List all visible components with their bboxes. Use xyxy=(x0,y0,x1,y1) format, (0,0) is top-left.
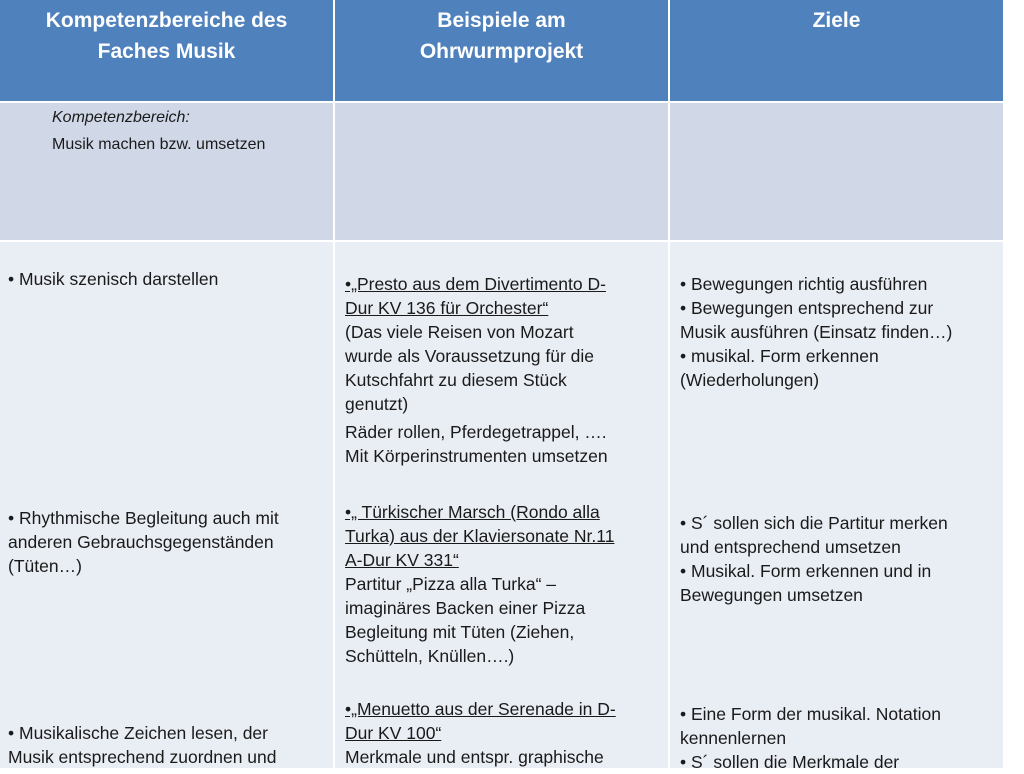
row1-example-extra-line: Räder rollen, Pferdegetrappel, …. xyxy=(345,422,607,442)
row2-example-text-line: imaginäres Backen einer Pizza xyxy=(345,598,586,618)
section-band-examples xyxy=(335,103,668,240)
section-label: Kompetenzbereich: xyxy=(52,109,190,126)
row1-example-text-line: Kutschfahrt zu diesem Stück xyxy=(345,370,567,390)
header-col-goals-line1: Ziele xyxy=(812,9,861,32)
row2-example-title-line: Turka) aus der Klaviersonate Nr.11 xyxy=(345,526,615,546)
row3-competence-line: Musik entsprechend zuordnen und xyxy=(8,747,277,767)
row2-goals xyxy=(680,511,1000,607)
row3-example-text-line: Merkmale und entspr. graphische xyxy=(345,747,604,767)
row3-competence xyxy=(8,721,330,769)
section-band-competence xyxy=(0,103,333,240)
row2-example xyxy=(345,500,665,668)
row1-example-title-line: Dur KV 136 für Orchester“ xyxy=(345,298,549,318)
row2-example-text-line: Schütteln, Knüllen….) xyxy=(345,646,515,666)
row2-goal-line: • S´ sollen sich die Partitur merken xyxy=(680,513,948,533)
row2-goal-line: Bewegungen umsetzen xyxy=(680,585,863,605)
row2-goal-line: und entsprechend umsetzen xyxy=(680,537,901,557)
header-col-competence xyxy=(0,0,333,101)
row1-goal-line: (Wiederholungen) xyxy=(680,370,820,390)
row1-goal-line: • Bewegungen entsprechend zur xyxy=(680,298,934,318)
row1-example-text-line: wurde als Voraussetzung für die xyxy=(345,346,595,366)
row1-example xyxy=(345,272,665,468)
row1-example-text-line: (Das viele Reisen von Mozart xyxy=(345,322,574,342)
row1-competence xyxy=(8,267,330,291)
row3-example-title-line: Dur KV 100“ xyxy=(345,723,442,743)
row3-goal-line: • S´ sollen die Merkmale der xyxy=(680,752,900,772)
row1-goal-line: • Bewegungen richtig ausführen xyxy=(680,274,928,294)
body-col-competence xyxy=(0,242,333,768)
header-col-examples-line2: Ohrwurmprojekt xyxy=(419,40,584,63)
row2-goal-line: • Musikal. Form erkennen und in xyxy=(680,561,932,581)
row2-example-title-line: A-Dur KV 331“ xyxy=(345,550,459,570)
row1-example-text-line: genutzt) xyxy=(345,394,409,414)
row1-goal-line: • musikal. Form erkennen xyxy=(680,346,879,366)
row2-example-text-line: Begleitung mit Tüten (Ziehen, xyxy=(345,622,575,642)
row1-goals xyxy=(680,272,1000,392)
row1-example-title-line: •„Presto aus dem Divertimento D- xyxy=(345,274,606,294)
row2-competence-line: anderen Gebrauchsgegenständen xyxy=(8,532,274,552)
header-col-examples xyxy=(335,0,668,101)
row1-competence-line: • Musik szenisch darstellen xyxy=(8,269,219,289)
row3-example xyxy=(345,697,665,769)
row2-example-text-line: Partitur „Pizza alla Turka“ – xyxy=(345,574,557,594)
row1-goal-line: Musik ausführen (Einsatz finden…) xyxy=(680,322,953,342)
row2-competence xyxy=(8,506,330,578)
row3-competence-line: • Musikalische Zeichen lesen, der xyxy=(8,723,268,743)
header-col-goals xyxy=(670,0,1003,101)
row3-goal-line: • Eine Form der musikal. Notation xyxy=(680,704,941,724)
row2-competence-line: • Rhythmische Begleitung auch mit xyxy=(8,508,279,528)
row3-goal-line: kennenlernen xyxy=(680,728,787,748)
row3-example-title-line: •„Menuetto aus der Serenade in D- xyxy=(345,699,616,719)
row2-competence-line: (Tüten…) xyxy=(8,556,82,576)
section-name: Musik machen bzw. umsetzen xyxy=(52,136,266,153)
row1-example-extra-line: Mit Körperinstrumenten umsetzen xyxy=(345,446,608,466)
header-col-competence-line1: Kompetenzbereiche des xyxy=(45,9,288,32)
row3-goals xyxy=(680,702,1000,774)
row2-example-title-line: •„ Türkischer Marsch (Rondo alla xyxy=(345,502,600,522)
header-col-examples-line1: Beispiele am xyxy=(437,9,566,32)
section-band-goals xyxy=(670,103,1003,240)
header-col-competence-line2: Faches Musik xyxy=(97,40,236,63)
